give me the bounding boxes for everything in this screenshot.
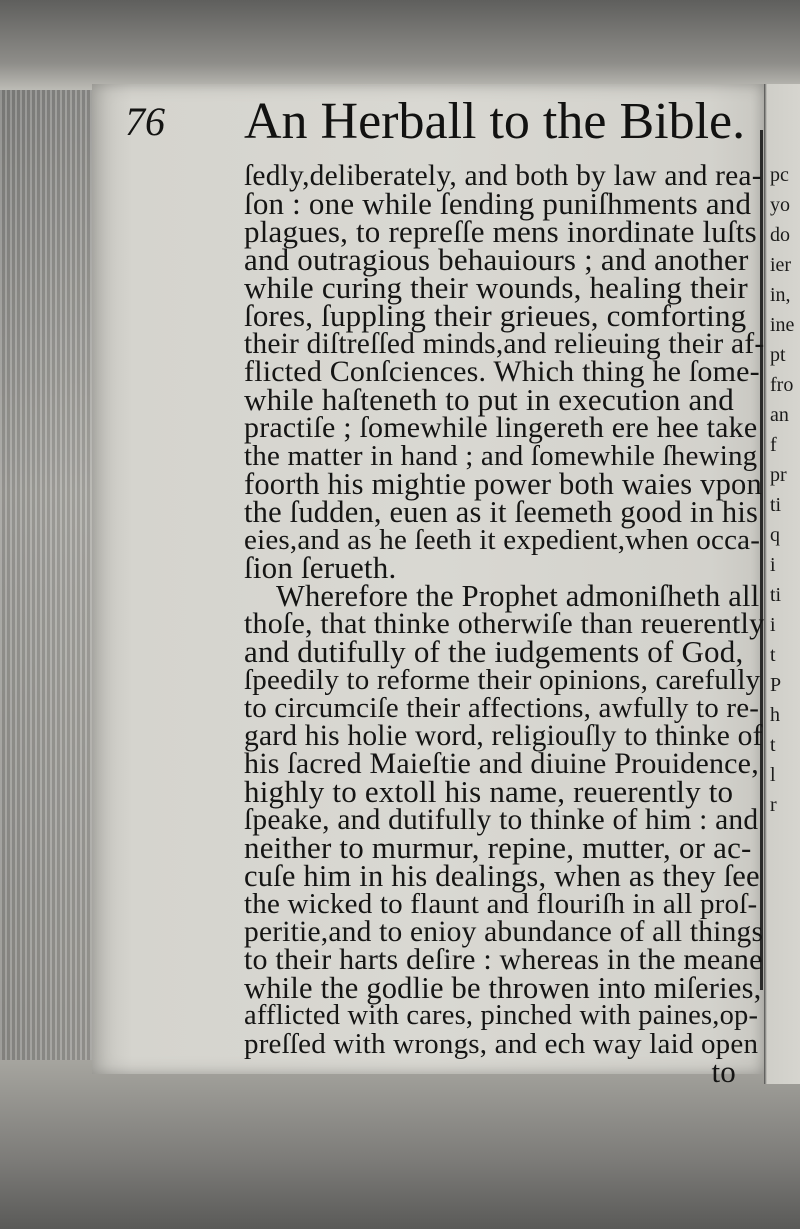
text-line: ſpeake, and dutifully to thinke of him : and — [244, 804, 759, 836]
text-line: to their harts deſire : whereas in the meane — [244, 943, 763, 976]
facing-page-fragment: pc — [770, 164, 789, 186]
facing-page-fragment: do — [770, 224, 790, 246]
text-line: the wicked to flaunt and flouriſh in all proſ- — [244, 888, 758, 920]
catchword: to — [711, 1054, 736, 1089]
text-line: Wherefore the Prophet admoniſheth all — [276, 579, 760, 613]
facing-page-strip — [764, 84, 800, 1084]
text-line: preſſed with wrongs, and ech way laid open — [244, 1028, 759, 1060]
text-line: his ſacred Maieſtie and diuine Prouidence, — [244, 747, 759, 780]
facing-page-fragment: P — [770, 674, 782, 696]
text-line: to circumciſe their affections, awfully to re- — [244, 692, 760, 724]
text-line: practiſe ; ſomewhile lingereth ere hee take — [244, 411, 758, 444]
text-line: peritie,and to enioy abundance of all things — [244, 916, 764, 948]
text-line: foorth his mightie power both waies vpon — [244, 467, 762, 501]
facing-page-fragment: t — [770, 644, 776, 666]
facing-page-fragment: ti — [770, 584, 782, 606]
facing-page-fragment: f — [770, 434, 777, 456]
text-line: and dutifully of the iudgements of God, — [244, 634, 744, 669]
facing-page-fragment: q — [770, 524, 780, 546]
text-line: flicted Conſciences. Which thing he ſome- — [244, 355, 760, 388]
facing-page-fragment: pt — [770, 344, 786, 366]
facing-page-fragment: h — [770, 704, 780, 726]
facing-page-fragment: ti — [770, 494, 782, 516]
facing-page-fragment: fro — [770, 374, 794, 396]
text-line: ſon : one while ſending puniſhments and — [244, 186, 752, 221]
text-line: the matter in hand ; and ſomewhile ſhewing — [244, 440, 758, 472]
top-shadow — [0, 0, 800, 90]
facing-page-fragment: an — [770, 404, 789, 426]
page-edges — [0, 0, 105, 1229]
text-line: ſion ſerueth. — [244, 550, 397, 585]
facing-page-fragment: yo — [770, 194, 790, 216]
text-line: thoſe, that thinke otherwiſe than reuerently — [244, 607, 765, 640]
text-line: eies,and as he ſeeth it expedient,when occa- — [244, 524, 761, 556]
text-line: cuſe him in his dealings, when as they ſee — [244, 859, 760, 893]
text-line: while the godlie be throwen into miſeries, — [244, 971, 762, 1005]
text-line: afflicted with cares, pinched with paines,op- — [244, 1000, 759, 1031]
body-text — [244, 160, 765, 1089]
text-line: while haſteneth to put in execution and — [244, 382, 734, 417]
text-line: while curing their wounds, healing their — [244, 270, 748, 305]
text-line: ſpeedily to reforme their opinions, carefully — [244, 664, 761, 696]
text-line: their diſtreſſed minds,and relieuing their af- — [244, 328, 765, 360]
text-line: ſedly,deliberately, and both by law and rea- — [244, 160, 762, 192]
facing-page-fragment: ine — [770, 314, 795, 336]
text-line: neither to murmur, repine, mutter, or ac- — [244, 830, 752, 865]
text-line: and outragious behauiours ; and another — [244, 242, 749, 277]
text-line: ſores, ſuppling their grieues, comforting — [244, 298, 747, 333]
page-number: 76 — [125, 99, 165, 144]
text-line: plagues, to repreſſe mens inordinate luſts — [244, 214, 757, 249]
running-head: An Herball to the Bible. — [244, 93, 746, 150]
facing-page-fragment: i — [770, 614, 776, 636]
text-line: the ſudden, euen as it ſeemeth good in his — [244, 495, 759, 529]
facing-page-fragment: r — [770, 794, 777, 816]
facing-page-fragment: pr — [770, 464, 787, 486]
facing-page-fragment: i — [770, 554, 776, 576]
facing-page-fragment: t — [770, 734, 776, 756]
facing-page-fragment: ier — [770, 254, 792, 276]
facing-page-fragment: in, — [770, 284, 791, 306]
text-line: highly to extoll his name, reuerently to — [244, 774, 734, 809]
text-line: gard his holie word, religiouſly to thinke of — [244, 720, 763, 752]
facing-page-fragment: l — [770, 764, 776, 786]
